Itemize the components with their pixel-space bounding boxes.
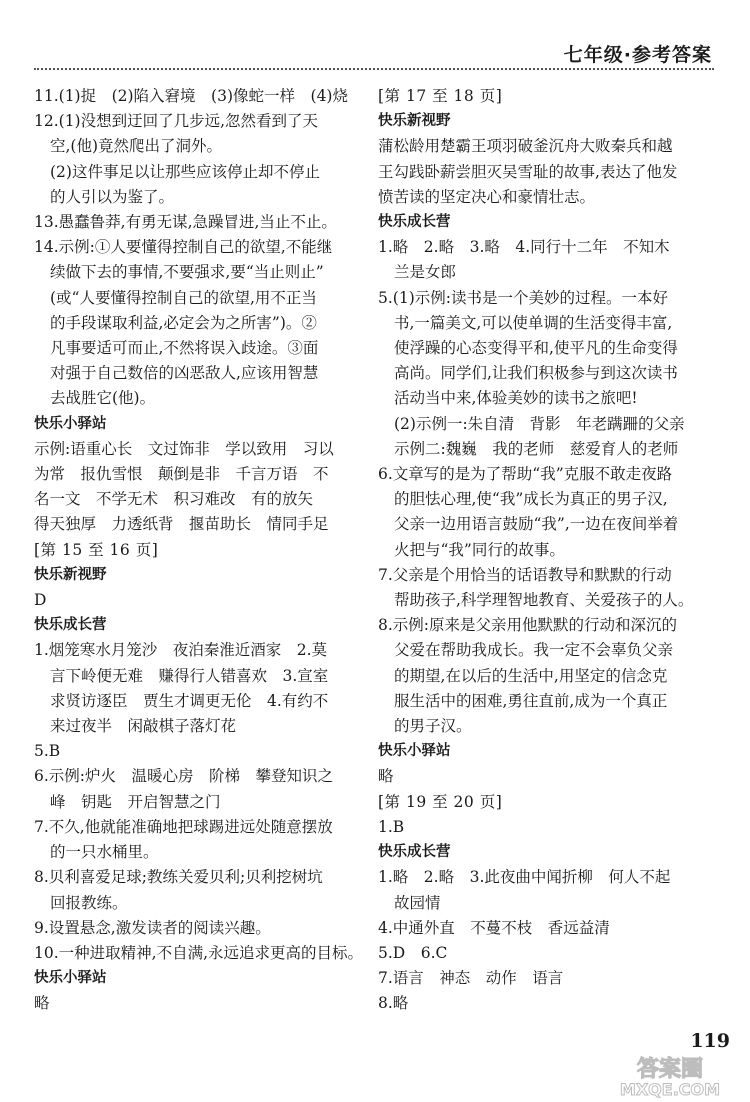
answer-line: 12.(1)没想到迂回了几步远,忽然看到了天 — [34, 112, 319, 131]
answer-line: 5.B — [34, 742, 61, 761]
answer-line: D — [34, 591, 47, 610]
header-divider — [34, 68, 714, 70]
answer-line: 蒲松龄用楚霸王项羽破釜沉舟大败秦兵和越 — [378, 137, 673, 156]
answer-line: 1.略 2.略 3.略 4.同行十二年 不知木 — [378, 238, 670, 257]
answer-line: 7.不久,他就能准确地把球踢进远处随意摆放 — [34, 817, 333, 836]
answer-line: 7.语言 神态 动作 语言 — [378, 969, 564, 988]
page-range-label: [第 19 至 20 页] — [378, 792, 503, 811]
answer-line: 6.文章写的是为了帮助“我”克服不敢走夜路 — [378, 465, 673, 484]
answer-line: 火把与“我”同行的故事。 — [394, 540, 565, 559]
answer-line: 5.(1)示例:读书是一个美妙的过程。一本好 — [378, 288, 668, 307]
section-heading: 快乐成长营 — [378, 844, 451, 861]
answer-line: 10.一种进取精神,不自满,永远追求更高的目标。 — [34, 943, 364, 962]
answer-line: 空,(他)竟然爬出了洞外。 — [50, 137, 223, 156]
answer-line: (2)这件事足以让那些应该停止却不停止 — [50, 162, 320, 181]
answer-line: 故园情 — [394, 893, 441, 912]
answer-line: 使浮躁的心态变得平和,使平凡的生命变得 — [394, 339, 678, 358]
section-heading: 快乐新视野 — [34, 566, 107, 583]
answer-line: 活动当中来,体验美妙的读书之旅吧! — [394, 389, 638, 408]
section-heading: 快乐小驿站 — [34, 415, 107, 432]
header-title: 七年级·参考答案 — [563, 44, 712, 66]
answer-line: 1.B — [378, 817, 405, 836]
answer-line: 父爱在帮助我成长。我一定不会辜负父亲 — [394, 641, 674, 660]
answer-line: 帮助孩子,科学理智地教育、关爱孩子的人。 — [394, 591, 694, 610]
answer-line: 得天独厚 力透纸背 揠苗助长 情同手足 — [34, 515, 329, 534]
answer-line: 求贤访逐臣 贾生才调更无伦 4.有约不 — [50, 691, 329, 710]
answer-line: 13.愚蠢鲁莽,有勇无谋,急躁冒进,当止不止。 — [34, 213, 337, 232]
section-heading: 快乐新视野 — [378, 113, 451, 130]
left-column — [34, 84, 364, 1017]
answer-line: 的男子汉。 — [394, 717, 472, 736]
answer-line: 的人引以为鉴了。 — [50, 187, 175, 206]
answer-line: 略 — [34, 994, 50, 1013]
right-column — [378, 84, 714, 1017]
answer-line: (2)示例一:朱自清 背影 年老蹒跚的父亲 — [394, 414, 685, 433]
answer-line: 7.父亲是个用恰当的话语教导和默默的行动 — [378, 565, 672, 584]
answer-line: 王勾践卧薪尝胆灭吴雪耻的故事,表达了他发 — [378, 162, 678, 181]
answer-line: 14.示例:①人要懂得控制自己的欲望,不能继 — [34, 238, 333, 257]
answer-line: 来过夜半 闲敲棋子落灯花 — [50, 717, 237, 736]
answer-line: 的手段谋取利益,必定会为之所害”)。② — [50, 313, 317, 332]
answer-line: 峰 钥匙 开启智慧之门 — [50, 792, 221, 811]
section-heading: 快乐成长营 — [378, 214, 451, 231]
answer-line: 1.略 2.略 3.此夜曲中闻折柳 何人不起 — [378, 868, 671, 887]
answer-line: 名一文 不学无术 积习难改 有的放矢 — [34, 490, 314, 509]
svg-text:MXQE.COM: MXQE.COM — [619, 1080, 721, 1098]
answer-line: 9.设置悬念,激发读者的阅读兴趣。 — [34, 918, 271, 937]
answer-line: 兰是女郎 — [394, 263, 457, 282]
answer-line: 8.贝利喜爱足球;教练关爱贝利;贝利挖树坑 — [34, 868, 323, 887]
answer-line: 高尚。同学们,让我们积极参与到这次读书 — [394, 364, 678, 383]
answer-line: 愤苦读的坚定决心和豪情壮志。 — [378, 187, 596, 206]
answer-line: 略 — [378, 767, 394, 786]
answer-line: 言下岭便无难 赚得行人错喜欢 3.宣室 — [50, 666, 329, 685]
answer-line: 示例:语重心长 文过饰非 学以致用 习以 — [34, 439, 334, 458]
answer-line: 6.示例:炉火 温暖心房 阶梯 攀登知识之 — [34, 767, 334, 786]
answer-line: 父亲一边用语言鼓励“我”,一边在夜间举着 — [394, 515, 679, 534]
answer-line: 的期望,在以后的生活中,用坚定的信念克 — [394, 666, 668, 685]
watermark-logo — [600, 1052, 740, 1098]
answer-line: 续做下去的事情,不要强求,要“当止则止” — [50, 263, 324, 282]
section-heading: 快乐小驿站 — [34, 970, 107, 987]
answer-line: 的一只水桶里。 — [50, 843, 159, 862]
answer-line: 为常 报仇雪恨 颠倒是非 千言万语 不 — [34, 465, 329, 484]
svg-text:答案圈: 答案圈 — [636, 1057, 704, 1082]
answer-line: 回报教练。 — [50, 893, 128, 912]
answer-line: 11.(1)捉 (2)陷入窘境 (3)像蛇一样 (4)烧 — [34, 87, 348, 105]
answer-line: 的胆怯心理,使“我”成长为真正的男子汉, — [394, 490, 668, 509]
page-range-label: [第 17 至 18 页] — [378, 87, 503, 105]
answer-line: 去战胜它(他)。 — [50, 389, 156, 408]
answer-line: 1.烟笼寒水月笼沙 夜泊秦淮近酒家 2.莫 — [34, 641, 328, 660]
page-range-label: [第 15 至 16 页] — [34, 540, 159, 559]
answer-line: 服生活中的困难,勇往直前,成为一个真正 — [394, 691, 668, 710]
answer-line: 8.示例:原来是父亲用他默默的行动和深沉的 — [378, 616, 678, 635]
answer-line: 4.中通外直 不蔓不枝 香远益清 — [378, 918, 610, 937]
answer-line: 凡事要适可而止,不然将误入歧途。③面 — [50, 339, 319, 358]
section-heading: 快乐成长营 — [34, 617, 107, 634]
answer-line: 书,一篇美文,可以使单调的生活变得丰富, — [394, 313, 673, 332]
answer-line: 对强于自己数倍的凶恶敌人,应该用智慧 — [50, 364, 319, 383]
answer-line: 示例二:魏巍 我的老师 慈爱育人的老师 — [394, 439, 679, 458]
section-heading: 快乐小驿站 — [378, 743, 451, 760]
page-number: 119 — [690, 1030, 730, 1052]
answer-line: 5.D 6.C — [378, 943, 448, 962]
answer-line: (或“人要懂得控制自己的欲望,用不正当 — [50, 288, 317, 307]
answer-line: 8.略 — [378, 994, 409, 1013]
